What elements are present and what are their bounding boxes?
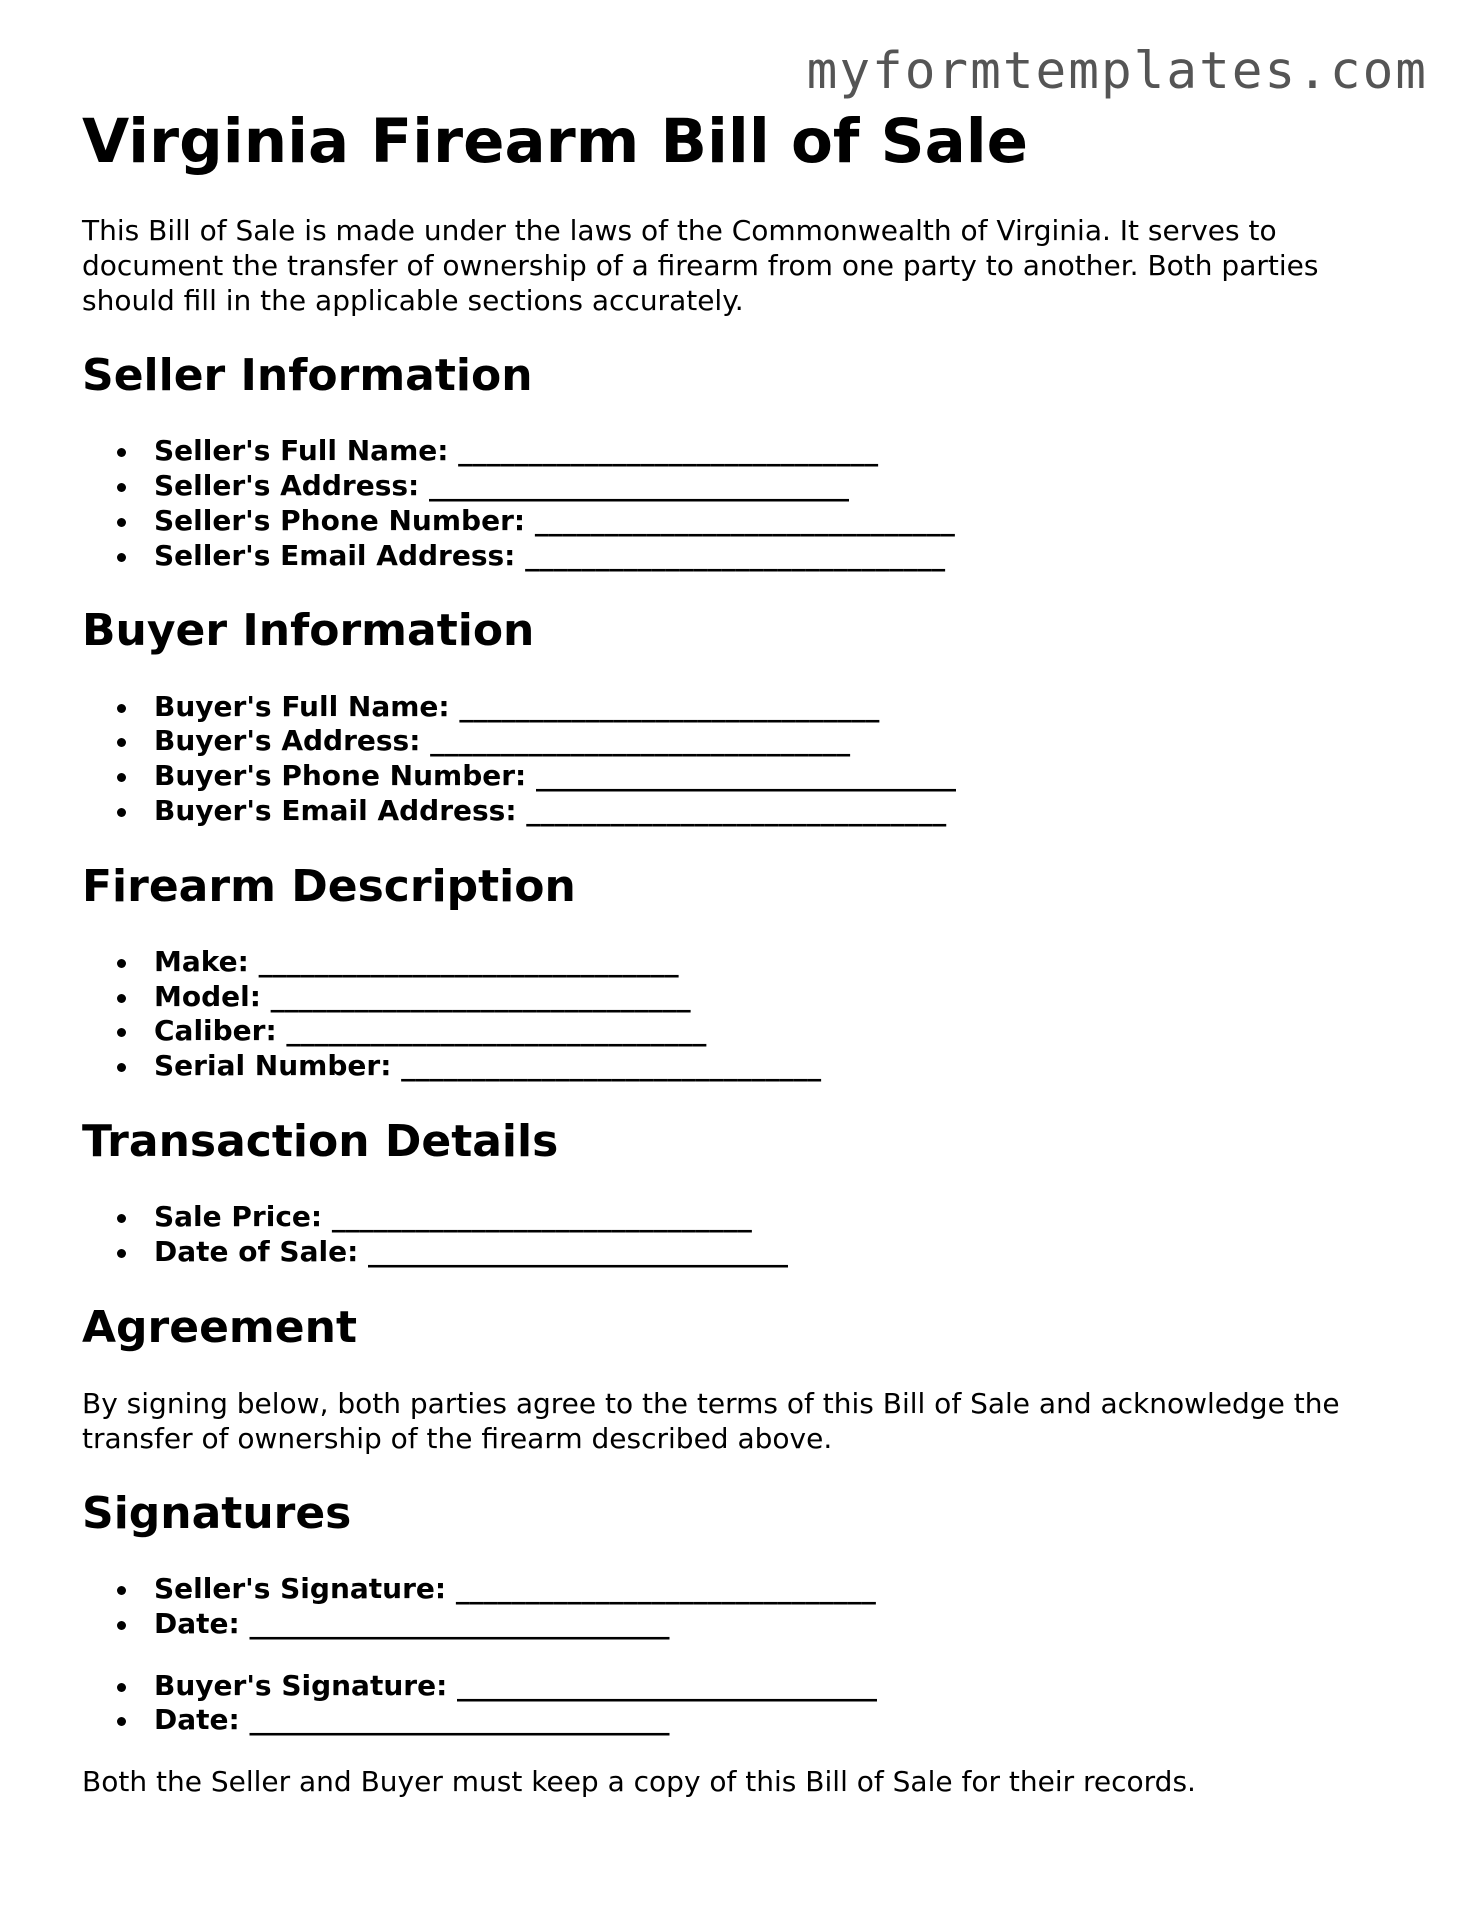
buyer-address-field[interactable]: Buyer's Address: ______________________________	[154, 724, 1412, 759]
seller-heading: Seller Information	[82, 350, 533, 402]
buyer-full-name-field[interactable]: Buyer's Full Name: ______________________________	[154, 690, 1412, 725]
watermark: myformtemplates.com	[806, 42, 1428, 101]
document-title: Virginia Firearm Bill of Sale	[82, 106, 1029, 177]
seller-email-field[interactable]: Seller's Email Address: ______________________________	[154, 539, 1412, 574]
buyer-signature-list	[82, 1669, 1412, 1738]
transaction-fields-list	[82, 1200, 1412, 1269]
seller-signature-list	[82, 1572, 1412, 1641]
seller-signature-field[interactable]: Seller's Signature: ______________________________	[154, 1572, 1412, 1607]
firearm-serial-field[interactable]: Serial Number: ______________________________	[154, 1049, 1412, 1084]
buyer-signature-date-field[interactable]: Date: ______________________________	[154, 1703, 1412, 1738]
document-page	[82, 108, 1412, 1799]
seller-full-name-field[interactable]: Seller's Full Name: ______________________________	[154, 434, 1412, 469]
buyer-fields-list	[82, 690, 1412, 829]
sale-price-field[interactable]: Sale Price: ______________________________	[154, 1200, 1412, 1235]
seller-signature-date-field[interactable]: Date: ______________________________	[154, 1607, 1412, 1642]
buyer-phone-field[interactable]: Buyer's Phone Number: ______________________________	[154, 759, 1412, 794]
firearm-model-field[interactable]: Model: ______________________________	[154, 980, 1412, 1015]
transaction-heading: Transaction Details	[82, 1115, 559, 1167]
agreement-heading: Agreement	[82, 1301, 357, 1353]
footer-note: Both the Seller and Buyer must keep a copy of this Bill of Sale for their records.	[82, 1765, 1196, 1799]
buyer-signature-field[interactable]: Buyer's Signature: ______________________________	[154, 1669, 1412, 1704]
signatures-heading: Signatures	[82, 1487, 352, 1539]
seller-fields-list	[82, 434, 1412, 573]
firearm-heading: Firearm Description	[82, 860, 576, 912]
firearm-fields-list	[82, 945, 1412, 1084]
seller-address-field[interactable]: Seller's Address: ______________________________	[154, 469, 1412, 504]
firearm-make-field[interactable]: Make: ______________________________	[154, 945, 1412, 980]
firearm-caliber-field[interactable]: Caliber: ______________________________	[154, 1014, 1412, 1049]
buyer-email-field[interactable]: Buyer's Email Address: ______________________________	[154, 794, 1412, 829]
agreement-paragraph: By signing below, both parties agree to the terms of this Bill of Sale and acknowledge the transfer of ownership of the firearm described above.	[82, 1386, 1340, 1455]
seller-phone-field[interactable]: Seller's Phone Number: ______________________________	[154, 504, 1412, 539]
sale-date-field[interactable]: Date of Sale: ______________________________	[154, 1235, 1412, 1270]
intro-paragraph: This Bill of Sale is made under the laws of the Commonwealth of Virginia. It serves to document the transfer of ownership of a firearm from one party to another. Both parties should fill in the applicable sections accurately.	[82, 214, 1319, 318]
buyer-heading: Buyer Information	[82, 605, 535, 657]
